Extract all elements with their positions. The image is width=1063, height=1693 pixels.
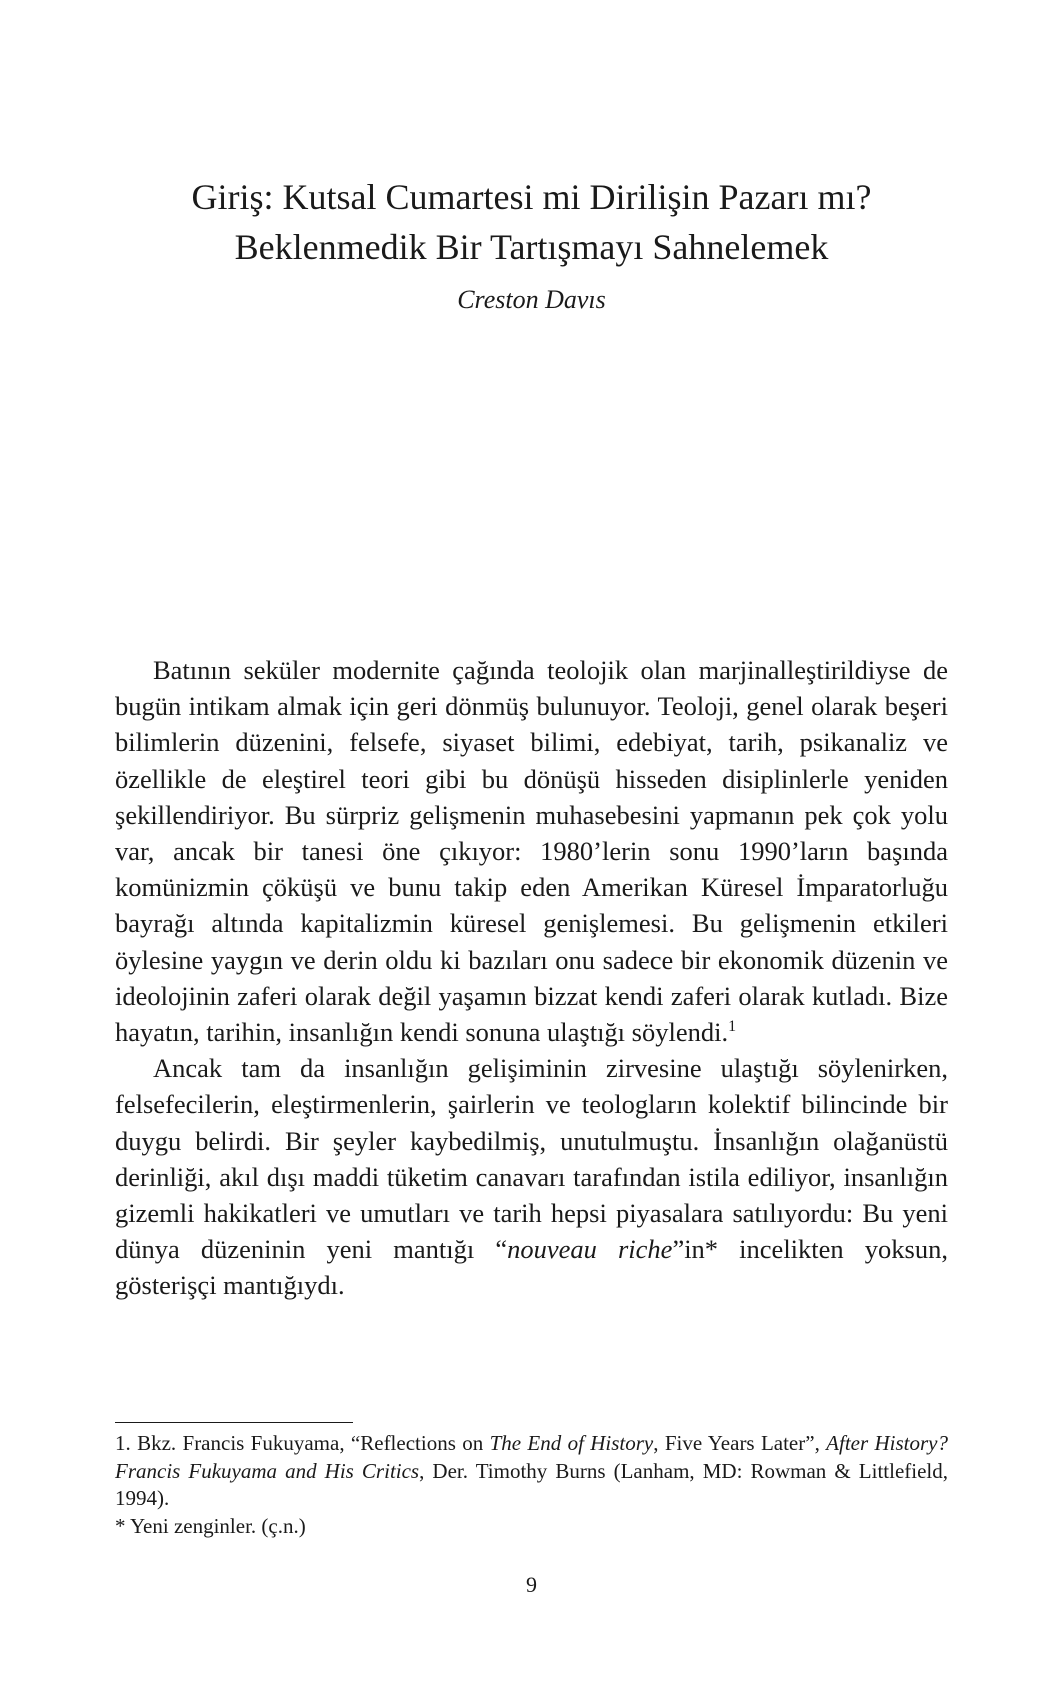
- footnote-1-part-c: , Five Years Later”,: [653, 1431, 827, 1455]
- footnote-divider: [115, 1422, 353, 1423]
- chapter-heading: [110, 172, 953, 320]
- paragraph-2-text-before: Ancak tam da insanlığın gelişiminin zirvesine ulaştığı söylenirken, felsefecilerin, eleştirmenlerin, şairlerin ve teologların kolektif bilincinde bir duygu belirdi. Bir şeyler kaybedilmiş, unutulmuştu. İnsanlığın olağanüstü derinliği, akıl dışı maddi tüketim canavarı tarafından istila ediliyor, insanlığın gizemli hakikatleri ve umutları ve tarih hepsi piyasalara satılıyordu: Bu yeni dünya düzeninin yeni mantığı “: [115, 1053, 948, 1265]
- footnote-1-italic-d: After History? Francis Fukuyama and His Critics: [115, 1431, 948, 1483]
- paragraph-2-text-after: ”in* incelikten yoksun, gösterişçi mantığıydı.: [115, 1234, 948, 1301]
- chapter-author: Creston Davıs: [457, 285, 606, 314]
- page-number: 9: [526, 1572, 537, 1597]
- paragraph-1-text: Batının seküler modernite çağında teolojik olan marjinalleştirildiyse de bugün intikam almak için geri dönmüş bulunuyor. Teoloji, genel olarak beşeri bilimlerin düzenini, felsefe, siyaset bilimi, edebiyat, tarih, psikanaliz ve özellikle de eleştirel teori gibi bu dönüşü hisseden disiplinlerle yeniden şekillendiriyor. Bu sürpriz gelişmenin muhasebesini yapmanın pek çok yolu var, ancak bir tanesi öne çıkıyor: 1980’lerin sonu 1990’ların başında komünizmin çöküşü ve bunu takip eden Amerikan Küresel İmparatorluğu bayrağı altında kapitalizmin küresel genişlemesi. Bu gelişmenin etkileri öylesine yaygın ve derin oldu ki bazıları onu sadece bir ekonomik düzenin ve ideolojinin zaferi olarak değil yaşamın bizzat kendi zaferi olarak kutladı. Bize hayatın, tarihin, insanlığın kendi sonuna ulaştığı söylendi.: [115, 655, 948, 1048]
- chapter-title-line-2: Beklenmedik Bir Tartışmayı Sahnelemek: [234, 227, 829, 267]
- chapter-title-line-1: Giriş: Kutsal Cumartesi mi Dirilişin Pazarı mı?: [191, 177, 872, 217]
- footnote-ref-1[interactable]: 1: [728, 1018, 737, 1036]
- paragraph-1: [115, 652, 948, 1050]
- paragraph-2: [115, 1050, 948, 1303]
- footnotes: [115, 1430, 948, 1540]
- footnote-1: [115, 1430, 948, 1513]
- paragraph-2-italic-term: nouveau riche: [507, 1234, 673, 1265]
- footnote-2: * Yeni zenginler. (ç.n.): [115, 1513, 306, 1538]
- footnote-1-italic-b: The End of History: [489, 1431, 654, 1455]
- body-text: [115, 652, 948, 1304]
- footnote-1-part-a: 1. Bkz. Francis Fukuyama, “Reflections on: [115, 1431, 490, 1455]
- footnote-1-part-e: , Der. Timothy Burns (Lanham, MD: Rowman & Littlefield, 1994).: [115, 1458, 948, 1510]
